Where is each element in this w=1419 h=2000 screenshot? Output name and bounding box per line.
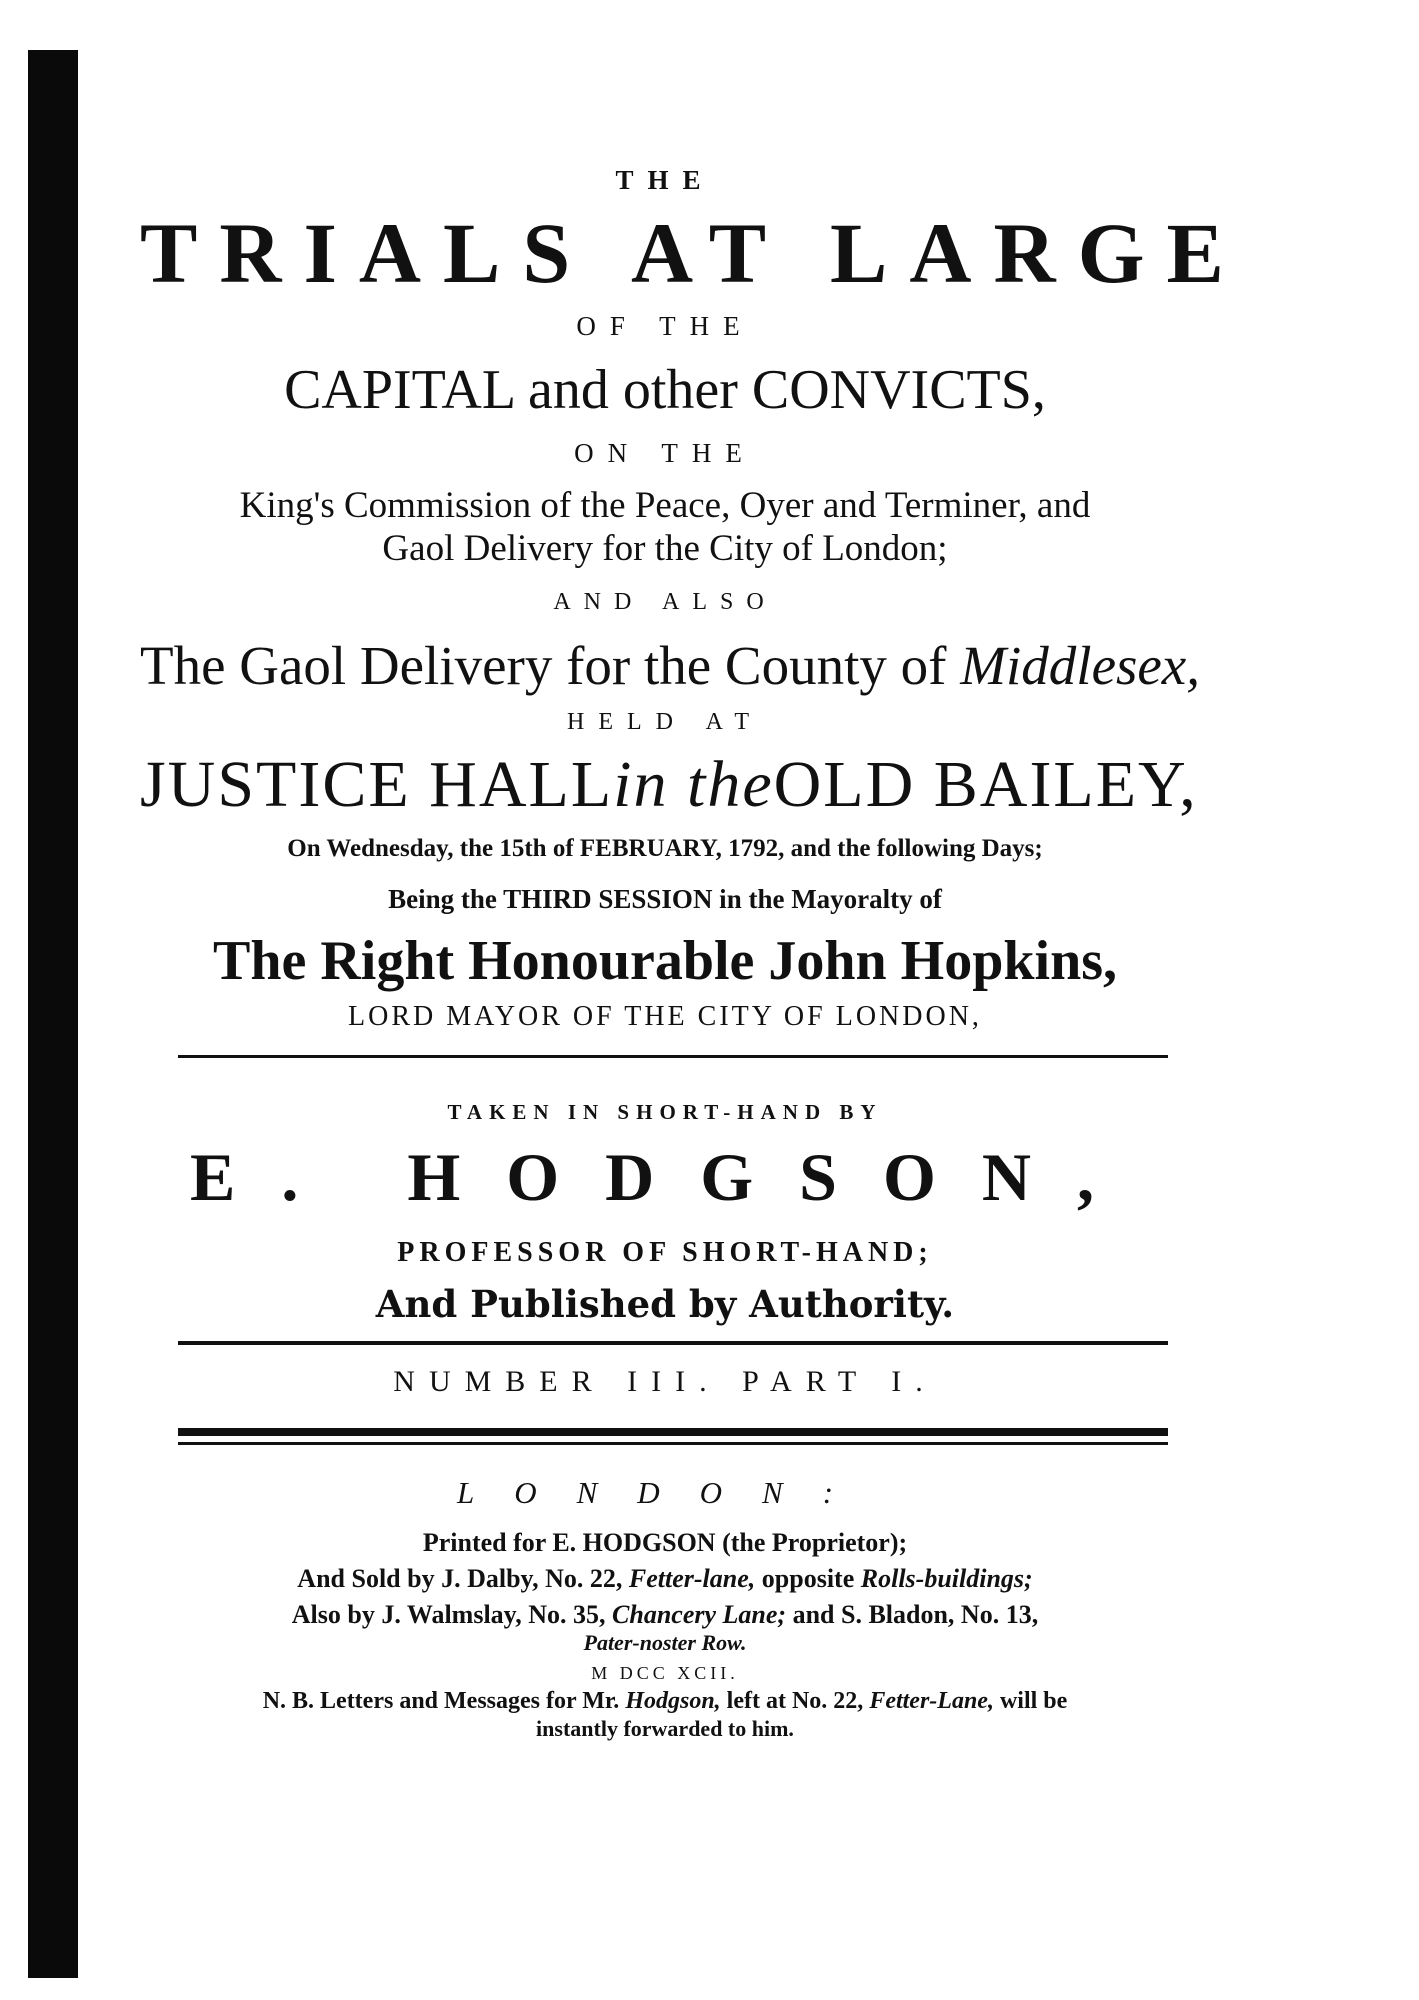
imprint-london: LONDON: — [456, 1474, 874, 1510]
nb-left-at-text: left at No. 22, — [720, 1688, 870, 1715]
fetter-lane-text: Fetter-lane, — [628, 1564, 756, 1594]
mayor-name: The Right Honourable John Hopkins, — [212, 929, 1118, 992]
title-page — [140, 165, 1246, 1741]
middlesex-prefix: The Gaol Delivery for the County of — [140, 635, 961, 697]
mayor-title: LORD MAYOR OF THE CITY OF LONDON, — [348, 1001, 982, 1033]
main-title: TRIALS AT LARGE — [140, 205, 1246, 302]
gaol-delivery-middlesex-line — [140, 634, 1200, 697]
sold-by-text: And Sold by J. Dalby, No. 22, — [297, 1564, 629, 1594]
gaol-delivery-london-line: Gaol Delivery for the City of London; — [382, 527, 948, 569]
justice-hall-line — [140, 747, 1198, 823]
nb-will-be-text: will be — [993, 1688, 1068, 1715]
in-the-text: in the — [613, 747, 774, 821]
title-of-the: OF THE — [576, 310, 754, 341]
sold-by-line — [140, 1564, 1190, 1594]
issue-number: NUMBER III. PART I. — [393, 1365, 937, 1399]
nota-bene-line — [140, 1688, 1190, 1716]
also-by-text: Also by J. Walmslay, No. 35, — [291, 1600, 613, 1630]
title-and-also: AND ALSO — [553, 588, 777, 615]
published-by-authority: And Published by Authority. — [375, 1281, 955, 1326]
opposite-text: opposite — [755, 1564, 861, 1594]
middlesex-name: Middlesex, — [960, 635, 1200, 697]
printed-for-line: Printed for E. HODGSON (the Proprietor); — [422, 1528, 908, 1558]
date-line: On Wednesday, the 15th of FEBRUARY, 1792, and the following Days; — [287, 834, 1043, 862]
divider-rule-thin — [178, 1442, 1168, 1445]
nb-fetter-text: Fetter-Lane, — [869, 1688, 994, 1715]
old-bailey-text: OLD BAILEY, — [773, 747, 1198, 821]
title-held-at: HELD AT — [567, 709, 763, 736]
author-title: PROFESSOR OF SHORT-HAND; — [397, 1236, 933, 1268]
pater-noster-row: Pater-noster Row. — [583, 1630, 747, 1656]
nb-text: N. B. Letters and Messages for Mr. — [262, 1688, 626, 1715]
taken-by-line: TAKEN IN SHORT-HAND BY — [447, 1100, 883, 1125]
title-the: THE — [615, 165, 715, 195]
divider-rule — [178, 1055, 1168, 1058]
kings-commission-line: King's Commission of the Peace, Oyer and Terminer, and — [239, 485, 1091, 527]
session-line: Being the THIRD SESSION in the Mayoralty of — [388, 883, 942, 914]
book-spine-shadow — [28, 50, 78, 1978]
divider-rule — [178, 1341, 1168, 1345]
nb-hodgson-text: Hodgson, — [625, 1688, 721, 1715]
chancery-lane-text: Chancery Lane; — [612, 1600, 787, 1630]
also-by-line — [140, 1600, 1190, 1630]
bladon-text: and S. Bladon, No. 13, — [786, 1600, 1039, 1630]
author-name: E. HODGSON, — [190, 1139, 1140, 1216]
divider-rule-thick — [178, 1428, 1168, 1436]
justice-hall-text: JUSTICE HALL — [140, 747, 614, 821]
nota-bene-line-2: instantly forwarded to him. — [536, 1715, 794, 1741]
title-on-the: ON THE — [574, 438, 756, 469]
imprint-year: M DCC XCII. — [591, 1663, 739, 1684]
subtitle-capital-convicts: CAPITAL and other CONVICTS, — [284, 358, 1046, 421]
rolls-buildings-text: Rolls-buildings; — [860, 1564, 1033, 1594]
